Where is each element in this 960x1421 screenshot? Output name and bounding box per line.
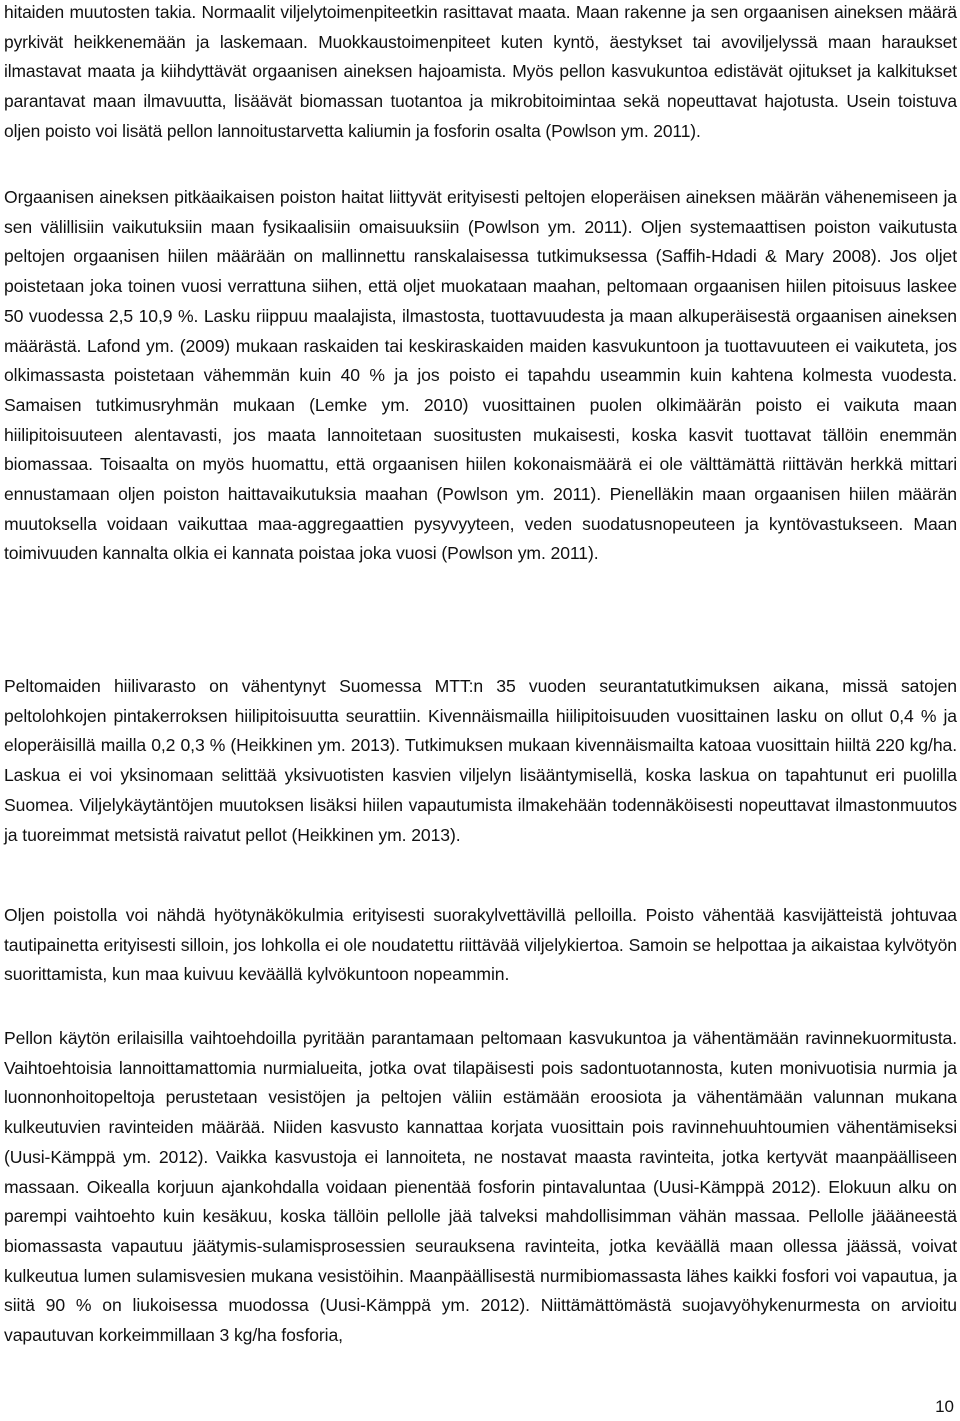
page-number: 10: [935, 1397, 954, 1416]
paragraph-carbon-stock-finland: Peltomaiden hiilivarasto on vähentynyt Suomessa MTT:n 35 vuoden seurantatutkimuksen aikana, missä satojen peltolohkojen pintakerroksen hiilipitoisuutta seurattiin. Kivennäismailla hiilipitoisuuden vuosittainen lasku on ollut 0,4 % ja eloperäisillä mailla 0,2 0,3 % (Heikkinen ym. 2013). Tutkimuksen mukaan kivennäismailta katoaa vuosittain hiiltä 220 kg/ha. Laskua ei voi yksinomaan selittää yksivuotisten kasvien viljelyn lisääntymisellä, koska laskua on tapahtunut eri puolilla Suomea. Viljelykäytäntöjen muutoksen lisäksi hiilen vapautumista ilmakehään todennäköisesti nopeuttavat ilmastonmuutos ja tuoreimmat metsistä raivatut pellot (Heikkinen ym. 2013).: [4, 676, 957, 845]
paragraph-straw-removal-effects: Orgaanisen aineksen pitkäaikaisen poiston haitat liittyvät erityisesti peltojen eloperäisen aineksen määrän vähenemiseen ja sen välillisiin vaikutuksiin maan fysikaalisiin omaisuuksiin (Powlson ym. 2011). Oljen systemaattisen poiston vaikutusta peltojen orgaanisen hiilen määrään on mallinnettu ranskalaisessa tutkimuksessa (Saffih-Hdadi & Mary 2008). Jos oljet poistetaan joka toinen vuosi verrattuna siihen, että oljet muokataan maahan, peltomaan orgaanisen hiilen pitoisuus laskee 50 vuodessa 2,5 10,9 %. Lasku riippuu maalajista, ilmastosta, tuottavuudesta ja maan alkuperäisestä orgaanisen aineksen määrästä. Lafond ym. (2009) mukaan raskaiden tai keskiraskaiden maiden kasvukuntoon ja tuottavuuteen ei vaikuteta, jos olkimassasta poistetaan vähemmän kuin 40 % ja jos poisto ei tapahdu useammin kuin kahtena kolmesta vuodesta. Samaisen tutkimusryhmän mukaan (Lemke ym. 2010) vuosittainen puolen olkimäärän poisto ei vaikuta maan hiilipitoisuuteen alentavasti, jos maata lannoitetaan suositusten mukaisesti, koska kasvit tuottavat tällöin enemmän biomassaa. Toisaalta on myös huomattu, että orgaanisen hiilen kokonaismäärä ei ole välttämättä riittävän herkkä mittari ennustamaan oljen poiston haittavaikutuksia maahan (Powlson ym. 2011). Pienelläkin maan orgaanisen hiilen määrän muutoksella voidaan vaikuttaa maa-aggregaattien pysyvyyteen, veden suodatusnopeuteen ja kyntövastukseen. Maan toimivuuden kannalta olkia ei kannata poistaa joka vuosi (Powlson ym. 2011).: [4, 187, 957, 564]
paragraph-straw-removal-benefits: Oljen poistolla voi nähdä hyötynäkökulmia erityisesti suorakylvettävillä pelloilla. Poisto vähentää kasvijätteistä johtuvaa tautipainetta erityisesti silloin, jos lohkolla ei ole noudatettu riittävää viljelykiertoa. Samoin se helpottaa ja aikaistaa kylvötyön suorittamista, kun maa kuivuu keväällä kylvökuntoon nopeammin.: [4, 905, 957, 985]
paragraph-soil-degradation: hitaiden muutosten takia. Normaalit viljelytoimenpiteetkin rasittavat maata. Maan rakenne ja sen orgaanisen aineksen määrä pyrkivät heikkenemään ja laskemaan. Muokkaustoimenpiteet kuten kyntö, äestykset tai avoviljelyssä maan haraukset ilmastavat maata ja kiihdyttävät orgaanisen aineksen hajoamista. Myös pellon kasvukuntoa edistävät ojitukset ja kalkitukset parantavat maan ilmavuutta, lisäävät biomassan tuotantoa ja mikrobitoimintaa sekä nopeuttavat hajotusta. Usein toistuva oljen poisto voi lisätä pellon lannoitustarvetta kaliumin ja fosforin osalta (Powlson ym. 2011).: [4, 2, 957, 141]
paragraph-field-use-alternatives: Pellon käytön erilaisilla vaihtoehdoilla pyritään parantamaan peltomaan kasvukuntoa ja vähentämään ravinnekuormitusta. Vaihtoehtoisia lannoittamattomia nurmialueita, jotka ovat tilapäisesti pois sadontuotannosta, kuten monivuotisia nurmia ja luonnonhoitopeltoja perustetaan vesistöjen ja peltojen väliin estämään eroosiota ja vähentämään valunnan mukana kulkeutuvien ravinteiden määrää. Niiden kasvusto kannattaa korjata vuosittain pois ravinnehuuhtoumien vähentämiseksi (Uusi-Kämppä ym. 2012). Vaikka kasvustoja ei lannoiteta, ne nostavat maasta ravinteita, jotka kertyvät maanpäälliseen massaan. Oikealla korjuun ajankohdalla voidaan pienentää fosforin pintavaluntaa (Uusi-Kämppä 2012). Elokuun alku on parempi vaihtoehto kuin kesäkuu, koska tällöin pellolle jää talveksi mahdollisimman vähän massaa. Pellolle jäääneestä biomassasta vapautuu jäätymis-sulamisprosessien seurauksena ravinteita, jotka keväällä maan ollessa jäässä, voivat kulkeutua lumen sulamisvesien mukana vesistöihin. Maanpäällisestä nurmibiomassasta lähes kaikki fosfori voi vapautua, ja siitä 90 % on liukoisessa muodossa (Uusi-Kämppä ym. 2012). Niittämättömästä suojavyöhykenurmesta on arvioitu vapautuvan korkeimmillaan 3 kg/ha fosforia,: [4, 1028, 957, 1346]
